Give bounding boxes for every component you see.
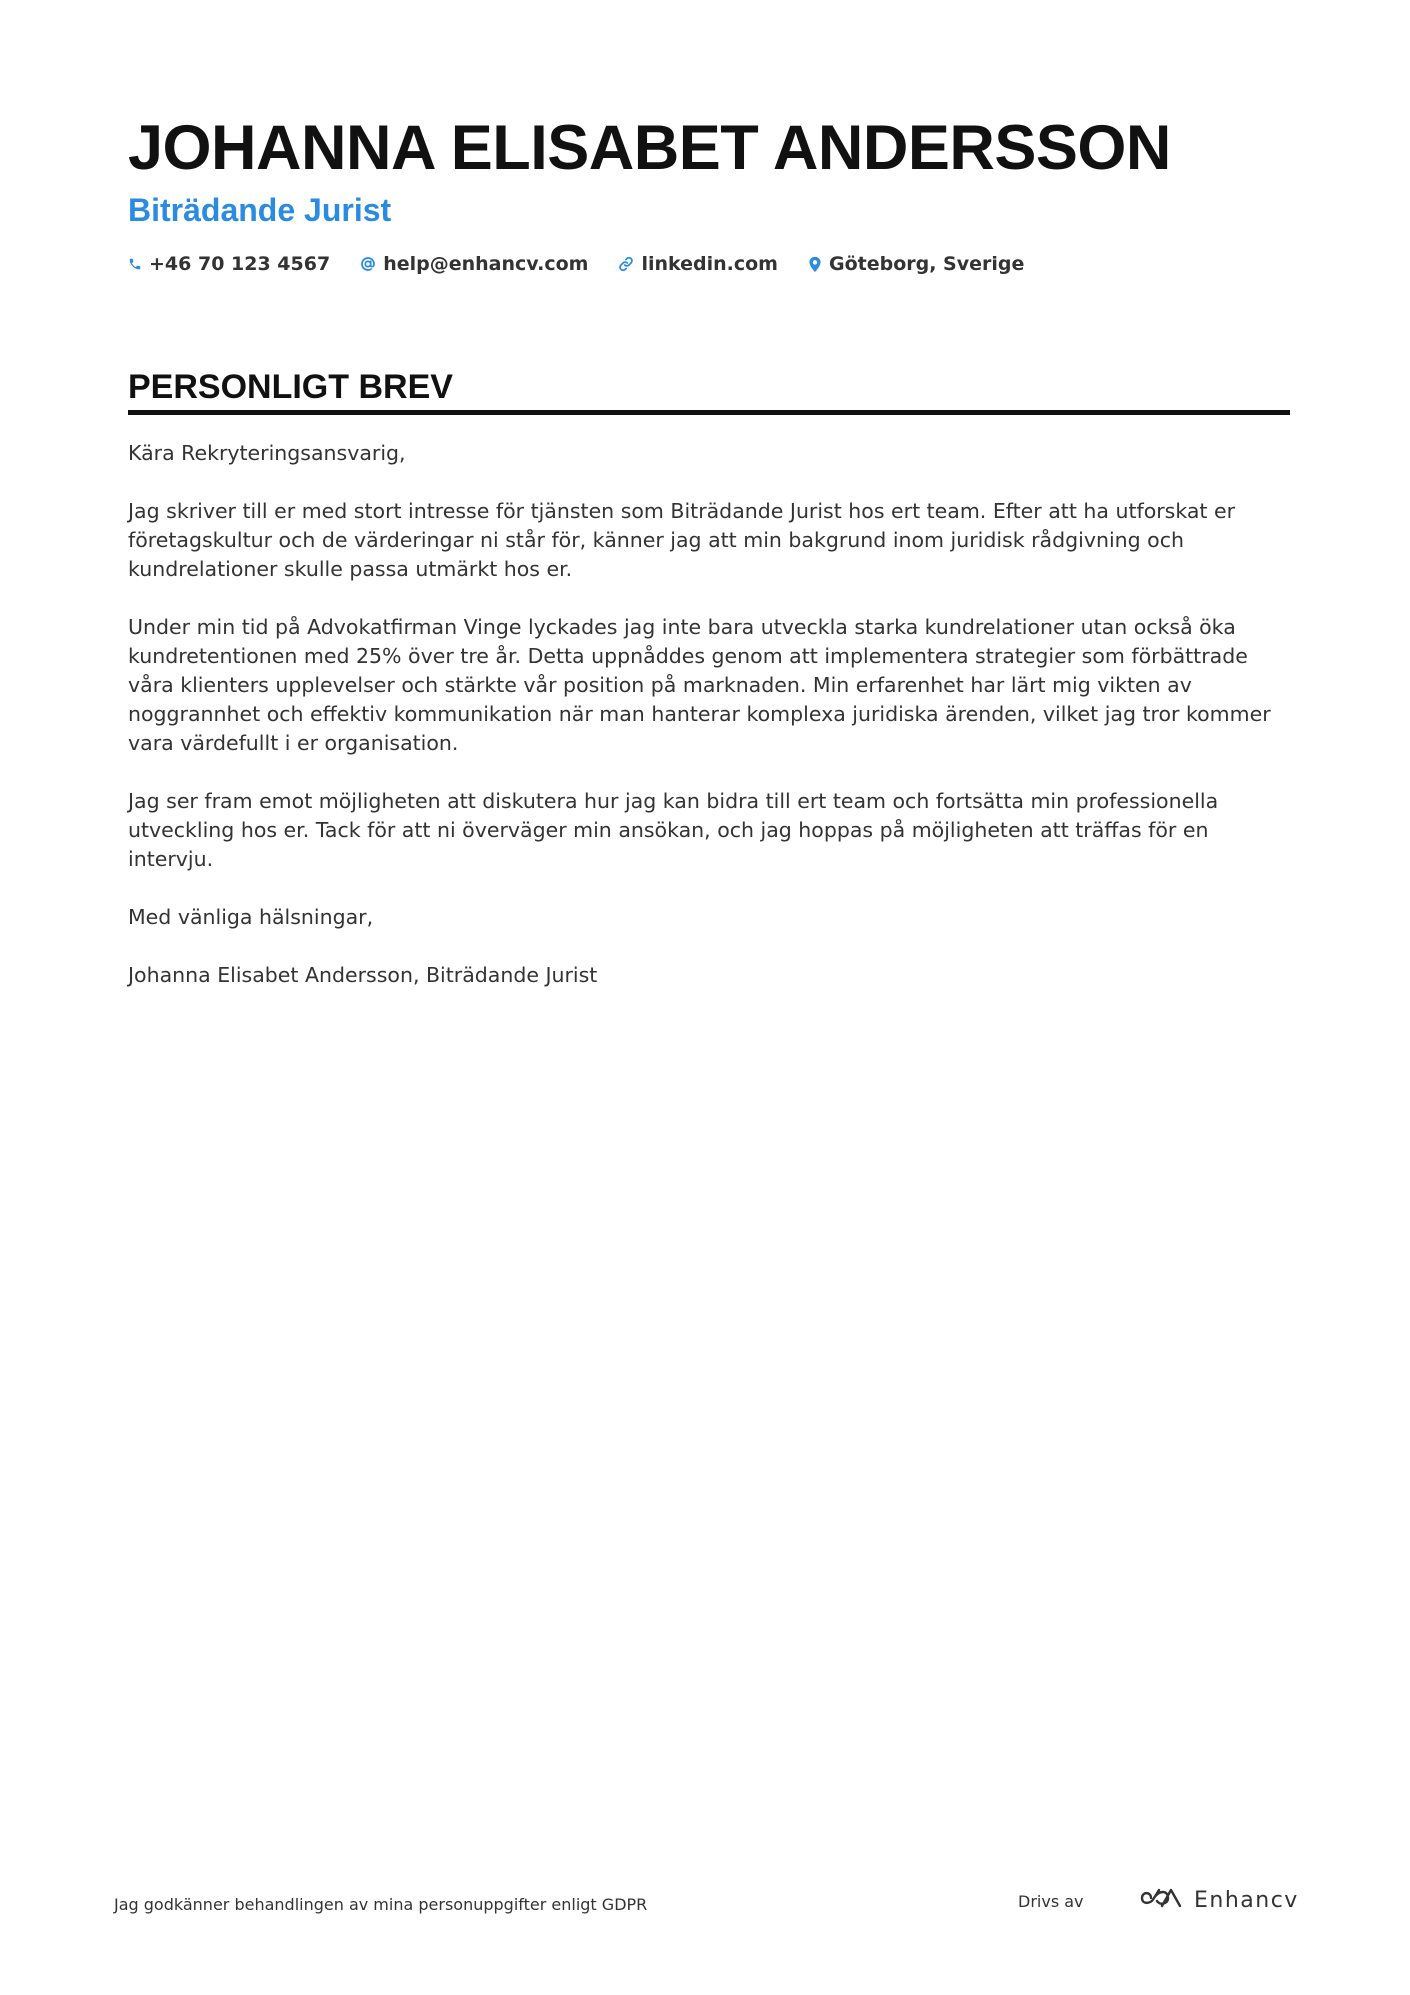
enhancv-logo-text: Enhancv — [1194, 1887, 1299, 1913]
letter-paragraph: Under min tid på Advokatfirman Vinge lyckades jag inte bara utveckla starka kundrelationer utan också öka kundretentionen med 25% över tre år. Detta uppnåddes genom att implementera strategier som förbättrade våra klienters upplevelser och stärkte vår position på marknaden. Min erfarenhet har lärt mig vikten av noggrannhet och effektiv kommunikation när man hanterar komplexa juridiska ärenden, vilket jag tror kommer vara värdefullt i er organisation. — [128, 615, 1271, 755]
letter-greeting: Kära Rekryteringsansvarig, — [128, 441, 406, 465]
at-icon — [360, 256, 376, 272]
contact-phone — [128, 253, 330, 275]
contact-phone-text: +46 70 123 4567 — [149, 253, 331, 275]
contact-linkedin[interactable] — [618, 253, 778, 275]
letter-paragraph: Jag skriver till er med stort intresse för tjänsten som Biträdande Jurist hos ert team. Efter att ha utforskat er företagskultur och de värderingar ni står för, känner jag att min bakgrund inom juridisk rådgivning och kundrelationer skulle passa utmärkt hos er. — [128, 499, 1236, 581]
enhancv-logo[interactable] — [1138, 1886, 1299, 1914]
enhancv-logo-icon — [1138, 1886, 1184, 1914]
letter-body — [128, 439, 1298, 1019]
contact-bar — [128, 253, 1024, 275]
section-divider — [128, 410, 1290, 415]
job-title: Biträdande Jurist — [128, 192, 392, 228]
contact-linkedin-text: linkedin.com — [641, 253, 778, 275]
contact-email[interactable] — [360, 253, 588, 275]
letter-paragraph: Jag ser fram emot möjligheten att diskutera hur jag kan bidra till ert team och fortsätta min professionella utveckling hos er. Tack för att ni överväger min ansökan, och jag hoppas på möjligheten att träffas för en intervju. — [128, 789, 1219, 871]
gdpr-consent: Jag godkänner behandlingen av mina personuppgifter enligt GDPR — [114, 1895, 648, 1914]
candidate-name: JOHANNA ELISABET ANDERSSON — [128, 113, 1171, 183]
link-icon — [618, 256, 634, 272]
powered-by-label: Drivs av — [1018, 1892, 1084, 1911]
contact-location — [808, 253, 1024, 275]
letter-signature: Johanna Elisabet Andersson, Biträdande Jurist — [128, 963, 598, 987]
location-pin-icon — [808, 256, 822, 273]
contact-location-text: Göteborg, Sverige — [828, 253, 1025, 275]
contact-email-text: help@enhancv.com — [383, 253, 589, 275]
phone-icon — [128, 257, 142, 271]
section-title: PERSONLIGT BREV — [128, 368, 453, 406]
letter-closing: Med vänliga hälsningar, — [128, 905, 374, 929]
